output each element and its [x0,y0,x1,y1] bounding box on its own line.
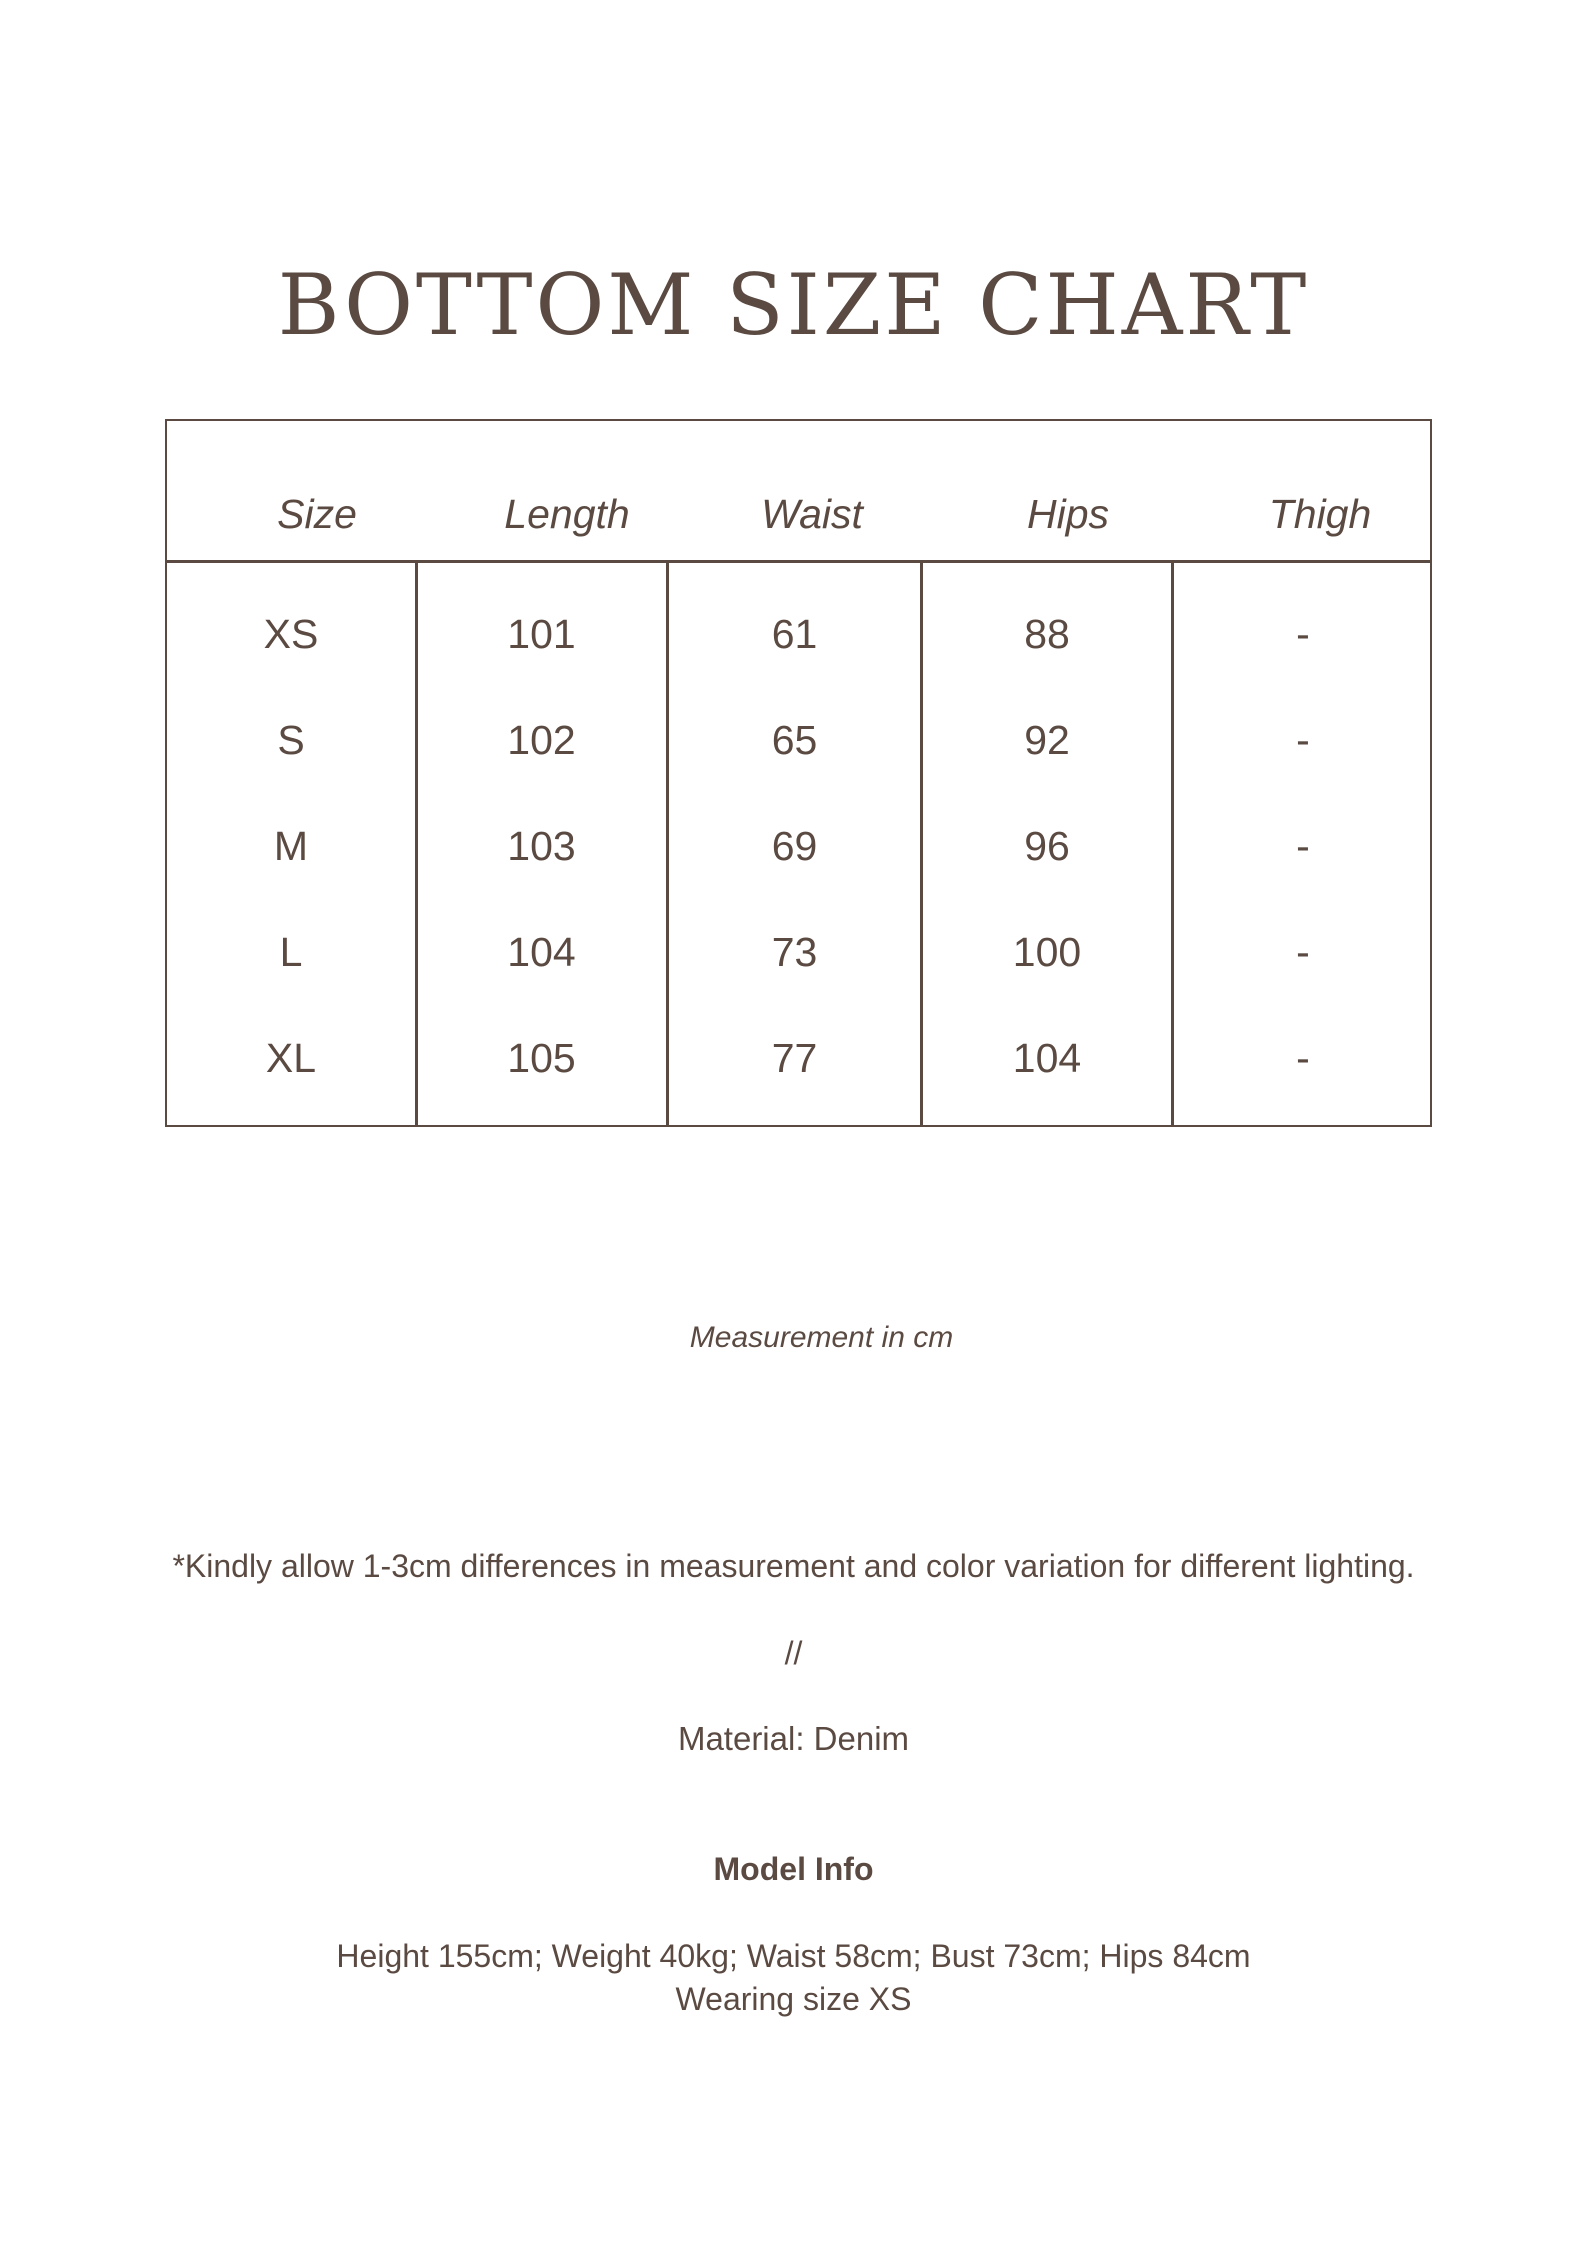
cell-size: XS [263,611,319,657]
cell-thigh: - [1296,611,1310,657]
size-table [165,419,1432,1127]
separator: // [784,1635,803,1671]
header-waist: Waist [761,491,863,537]
cell-thigh: - [1296,717,1310,763]
cell-hips: 92 [1024,717,1070,763]
header-size: Size [277,491,357,537]
cell-waist: 65 [771,717,818,763]
table-header-row [167,421,1430,563]
header-hips: Hips [1026,491,1110,537]
cell-length: 103 [507,823,576,869]
cell-size: S [277,717,305,763]
cell-thigh: - [1296,1035,1310,1081]
cell-hips: 104 [1012,1035,1082,1081]
cell-hips: 100 [1012,929,1082,975]
cell-size: M [273,823,309,869]
cell-size: XL [265,1035,317,1081]
cell-length: 101 [507,611,576,657]
cell-waist: 69 [771,823,818,869]
header-thigh: Thigh [1268,491,1372,537]
cell-thigh: - [1296,823,1310,869]
cell-waist: 61 [771,611,818,657]
cell-hips: 88 [1024,611,1070,657]
cell-length: 105 [507,1035,576,1081]
cell-size: L [279,929,303,975]
material-text: Material: Denim [677,1720,910,1757]
measurement-note: Measurement in cm [689,1321,954,1354]
model-wearing-size: Wearing size XS [675,1981,912,2017]
cell-hips: 96 [1024,823,1070,869]
page-title: BOTTOM SIZE CHART [277,256,1310,354]
header-length: Length [504,491,630,537]
model-info-heading: Model Info [713,1851,874,1887]
cell-waist: 77 [771,1035,818,1081]
disclaimer-text: *Kindly allow 1-3cm differences in measurement and color variation for different lighting. [172,1548,1415,1584]
cell-waist: 73 [771,929,818,975]
cell-length: 102 [507,717,576,763]
cell-length: 104 [507,929,576,975]
cell-thigh: - [1296,929,1310,975]
model-stats: Height 155cm; Weight 40kg; Waist 58cm; Bust 73cm; Hips 84cm [336,1938,1251,1974]
